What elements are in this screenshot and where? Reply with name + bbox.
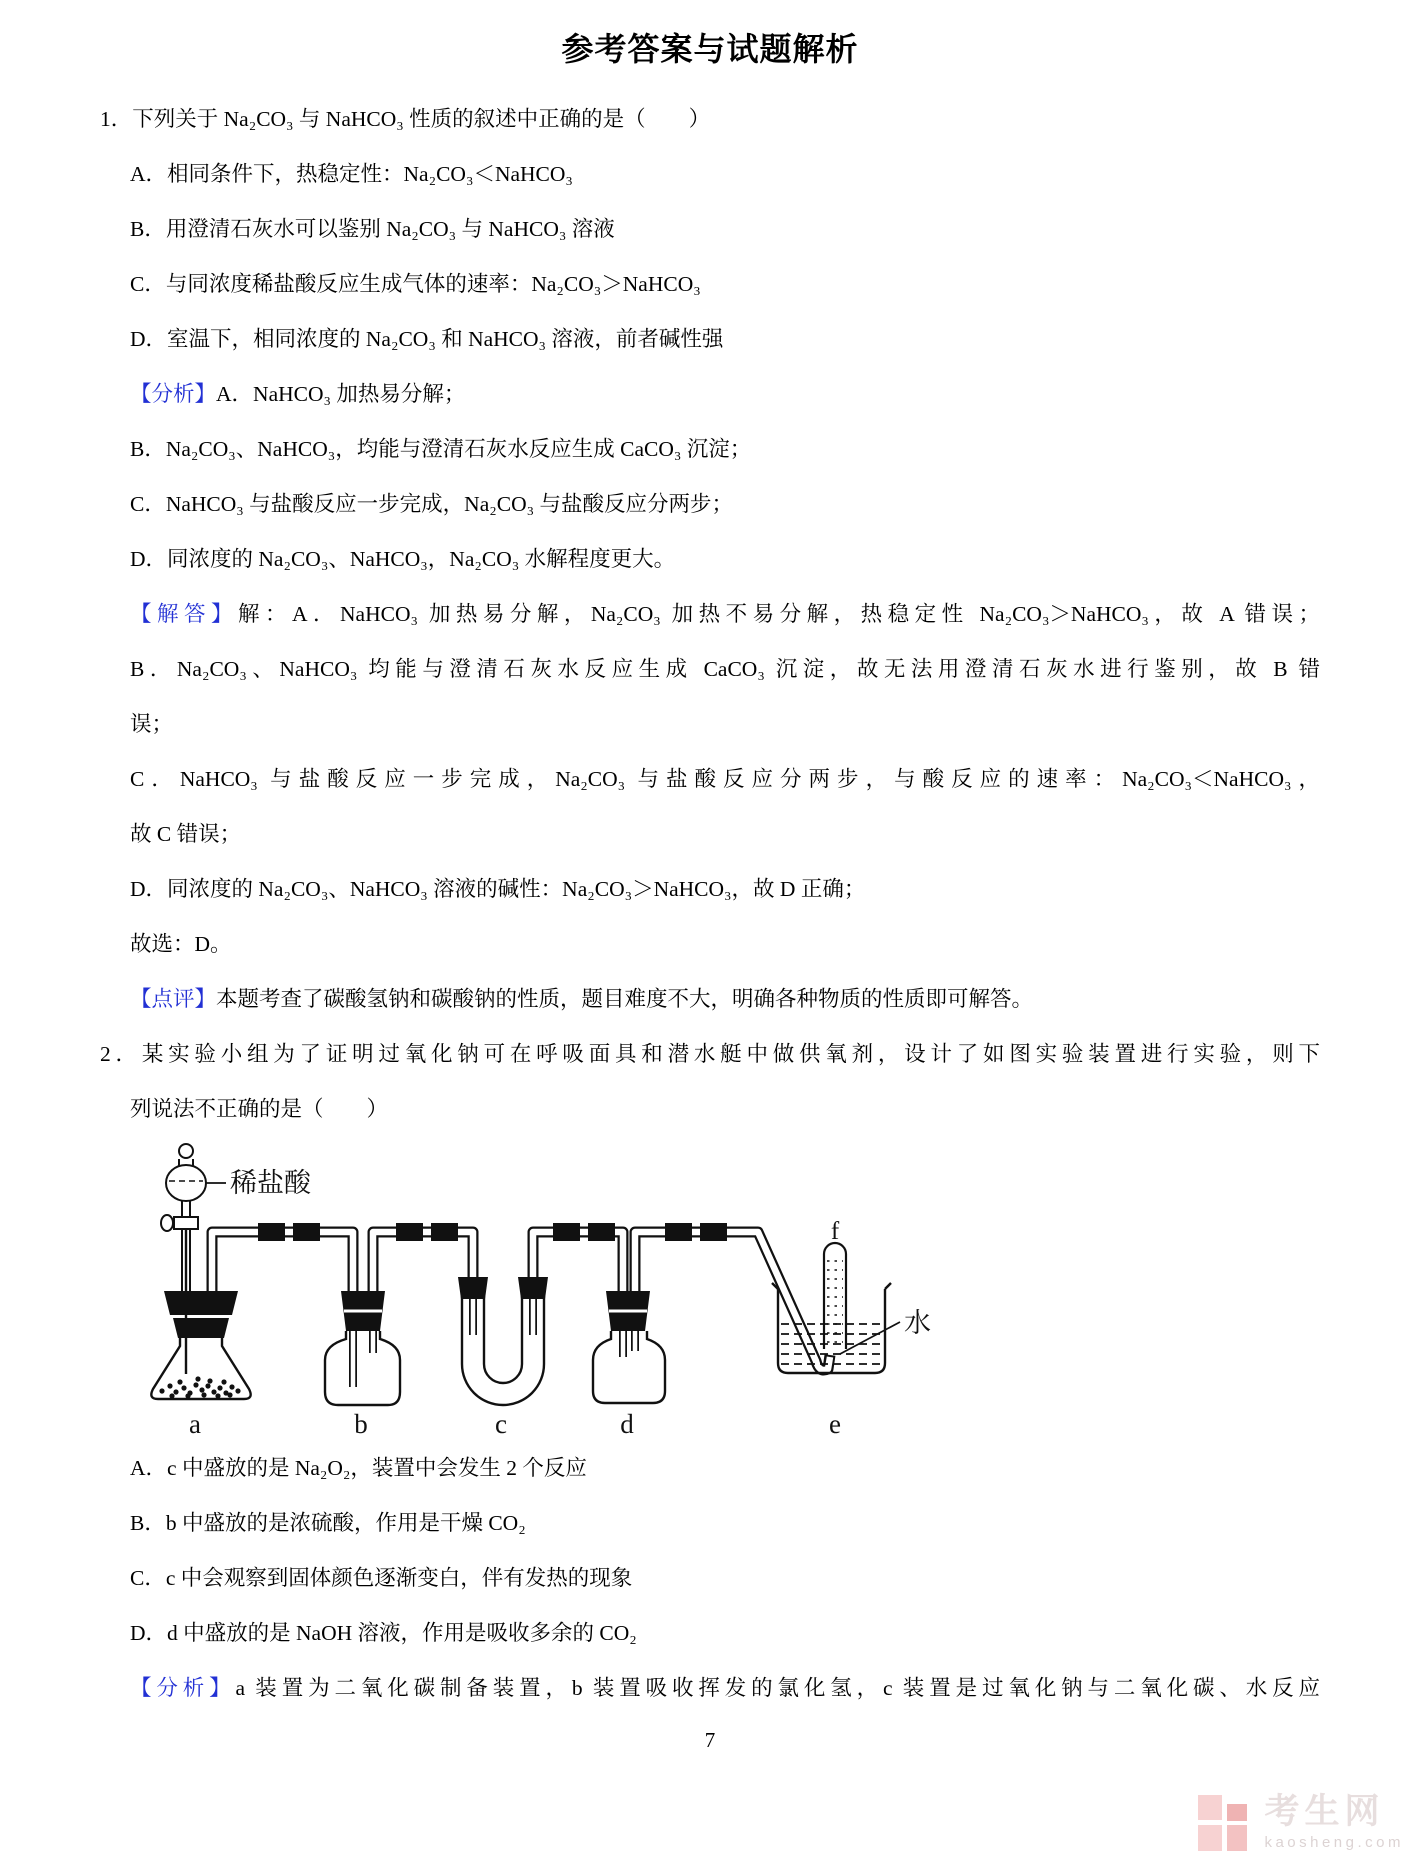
q2-option-b: B．b 中盛放的是浓硫酸，作用是干燥 CO₂ <box>130 1511 526 1535</box>
q1-answer-line-a <box>130 587 1320 642</box>
q1-answer-b1: B．Na₂CO₃、NaHCO₃ 均能与澄清石灰水反应生成 CaCO₃ 沉淀，故无法用澄清石灰水进行鉴别，故 B 错 <box>130 657 1320 681</box>
u-tube-stopper-left <box>458 1277 488 1299</box>
analysis-label: 【分析】 <box>130 1676 236 1700</box>
q1-answer-a: 解：A．NaHCO₃ 加热易分解，Na₂CO₃ 加热不易分解，热稳定性 Na₂CO₃＞NaHCO₃，故 A 错误； <box>238 602 1320 626</box>
q2-option-a: A．c 中盛放的是 Na₂O₂，装置中会发生 2 个反应 <box>130 1456 587 1480</box>
water-label: 水 <box>904 1308 931 1338</box>
water-pointer-line <box>840 1322 900 1354</box>
watermark-text <box>1264 1794 1404 1851</box>
vessel-e-label: e <box>829 1409 841 1439</box>
vessel-c-label: c <box>495 1409 507 1439</box>
q1-question: 1．下列关于 Na₂CO₃ 与 NaHCO₃ 性质的叙述中正确的是（ ） <box>100 107 711 131</box>
watermark-site-url: kaosheng.com <box>1264 1834 1404 1851</box>
q1-comment-line <box>130 972 1320 1027</box>
answer-label: 【解答】 <box>130 602 238 626</box>
comment-label: 【点评】 <box>130 987 217 1011</box>
vessel-d-label: d <box>620 1409 634 1439</box>
apparatus-diagram-container <box>128 1139 1320 1441</box>
analysis-label: 【分析】 <box>130 382 217 406</box>
q2-question-line1: 2．某实验小组为了证明过氧化钠可在呼吸面具和潜水艇中做供氧剂，设计了如图实验装置进行实验，则下 <box>100 1042 1320 1066</box>
page-title: 参考答案与试题解析 <box>561 31 859 67</box>
q1-analysis-line-a <box>130 367 1320 422</box>
vessel-a-label: a <box>189 1409 201 1439</box>
funnel-bulb <box>166 1165 206 1201</box>
vessel-b-label: b <box>354 1409 368 1439</box>
q1-analysis-d: D．同浓度的 Na₂CO₃、NaHCO₃，Na₂CO₃ 水解程度更大。 <box>130 547 676 571</box>
q1-comment: 本题考查了碳酸氢钠和碳酸钠的性质，题目难度不大，明确各种物质的性质即可解答。 <box>216 987 1034 1011</box>
q1-analysis-b: B．Na₂CO₃、NaHCO₃，均能与澄清石灰水反应生成 CaCO₃ 沉淀； <box>130 437 752 461</box>
solid-granules <box>159 1376 240 1398</box>
watermark-site-name: 考生网 <box>1264 1792 1385 1831</box>
bottle-d <box>593 1331 665 1403</box>
q1-option-a: A．相同条件下，热稳定性：Na₂CO₃＜NaHCO₃ <box>130 162 573 186</box>
q2-analysis: a 装置为二氧化碳制备装置，b 装置吸收挥发的氯化氢，c 装置是过氧化钠与二氧化碳、水反应 <box>235 1676 1320 1700</box>
reagent-label: 稀盐酸 <box>230 1168 311 1198</box>
q1-analysis-a: A．NaHCO₃ 加热易分解； <box>216 382 466 406</box>
watermark <box>1198 1794 1404 1851</box>
q1-analysis-c: C．NaHCO₃ 与盐酸反应一步完成，Na₂CO₃ 与盐酸反应分两步； <box>130 492 733 516</box>
q2-option-c: C．c 中会观察到固体颜色逐渐变白，伴有发热的现象 <box>130 1566 633 1590</box>
q1-option-c: C．与同浓度稀盐酸反应生成气体的速率：Na₂CO₃＞NaHCO₃ <box>130 272 701 296</box>
bottle-b <box>325 1331 400 1405</box>
q2-option-d: D．d 中盛放的是 NaOH 溶液，作用是吸收多余的 CO₂ <box>130 1621 637 1645</box>
apparatus-diagram <box>128 1139 968 1439</box>
q2-analysis-line <box>130 1661 1320 1716</box>
q1-answer-c1: C．NaHCO₃ 与盐酸反应一步完成，Na₂CO₃ 与盐酸反应分两步，与酸反应的速率：Na₂CO₃＜NaHCO₃， <box>130 767 1320 791</box>
flask-stopper <box>164 1291 238 1315</box>
q1-answer-c2: 故 C 错误； <box>130 822 242 846</box>
q2-question-line2: 列说法不正确的是（ ） <box>130 1097 389 1121</box>
page-number: 7 <box>704 1728 716 1752</box>
kaosheng-logo-icon <box>1198 1795 1252 1851</box>
q1-answer-b2: 误； <box>130 712 174 736</box>
q1-option-d: D．室温下，相同浓度的 Na₂CO₃ 和 NaHCO₃ 溶液，前者碱性强 <box>130 327 724 351</box>
tube-f-label: f <box>830 1218 840 1245</box>
stopcock-handle <box>161 1215 173 1231</box>
u-tube-stopper-right <box>518 1277 548 1299</box>
q1-answer-d: D．同浓度的 Na₂CO₃、NaHCO₃ 溶液的碱性：Na₂CO₃＞NaHCO₃，故 D 正确； <box>130 877 866 901</box>
q1-option-b: B．用澄清石灰水可以鉴别 Na₂CO₃ 与 NaHCO₃ 溶液 <box>130 217 615 241</box>
q1-conclusion: 故选：D。 <box>130 932 232 956</box>
funnel-stopper-ball <box>179 1144 193 1158</box>
funnel-stopcock <box>174 1217 198 1229</box>
